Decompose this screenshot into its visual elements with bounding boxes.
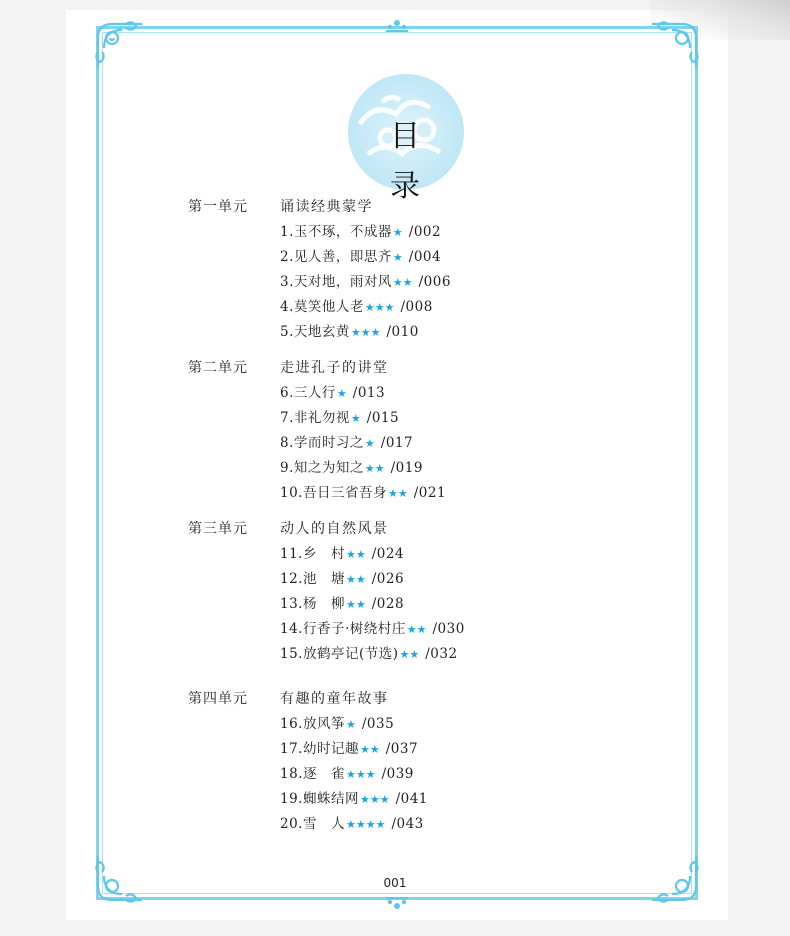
toc-entry[interactable] <box>280 542 465 567</box>
unit-label: 第二单元 <box>188 360 248 376</box>
lesson-title: 2.见人善，即思齐 <box>280 249 392 265</box>
toc-entry[interactable] <box>280 295 451 320</box>
lesson-title: 6.三人行 <box>280 385 336 401</box>
toc-entry[interactable] <box>280 481 446 506</box>
unit-name: 走进孔子的讲堂 <box>280 360 389 376</box>
lesson-title: 10.吾日三省吾身 <box>280 485 387 501</box>
toc-entry[interactable] <box>280 220 451 245</box>
corner-ornament-icon <box>648 852 702 906</box>
unit-label: 第三单元 <box>188 521 248 537</box>
unit-name: 诵读经典蒙学 <box>280 199 373 215</box>
star-icon: ★★★ <box>350 326 381 339</box>
toc-entry[interactable] <box>280 712 428 737</box>
lesson-title: 1.玉不琢，不成器 <box>280 224 392 240</box>
page-ref: /008 <box>400 299 433 315</box>
star-icon: ★ <box>345 718 356 731</box>
lesson-title: 14.行香子·树绕村庄 <box>280 621 406 637</box>
star-icon: ★★ <box>387 487 408 500</box>
lesson-title: 18.逐 雀 <box>280 766 345 782</box>
page-ref: /004 <box>408 249 442 265</box>
page-ref: /030 <box>432 621 465 637</box>
star-icon: ★★ <box>399 648 420 661</box>
toc-entry[interactable] <box>280 270 451 295</box>
toc-entry[interactable] <box>280 762 428 787</box>
page-ref: /013 <box>352 385 386 401</box>
toc-entry[interactable] <box>280 812 428 837</box>
unit-label: 第四单元 <box>188 691 248 707</box>
toc-entry[interactable] <box>280 642 465 667</box>
unit-label: 第一单元 <box>188 199 248 215</box>
star-icon: ★★ <box>345 598 366 611</box>
lesson-title: 9.知之为知之 <box>280 460 364 476</box>
toc-entry[interactable] <box>280 737 428 762</box>
page-ref: /032 <box>425 646 458 662</box>
lesson-title: 3.天对地，雨对风 <box>280 274 392 290</box>
unit-section <box>188 518 465 662</box>
unit-name: 有趣的童年故事 <box>280 691 389 707</box>
lesson-title: 16.放风筝 <box>280 716 345 732</box>
lesson-title: 11.乡 村 <box>280 546 345 562</box>
lesson-title: 19.蜘蛛结网 <box>280 791 359 807</box>
lesson-title: 15.放鹤亭记(节选) <box>280 646 399 662</box>
star-icon: ★★★ <box>359 793 390 806</box>
page-ref: /041 <box>395 791 428 807</box>
toc-entry[interactable] <box>280 381 446 406</box>
page-ref: /021 <box>413 485 447 501</box>
star-icon: ★★ <box>345 548 366 561</box>
bottom-ornament-icon <box>383 893 411 911</box>
page-ref: /039 <box>381 766 414 782</box>
star-icon: ★ <box>392 251 403 264</box>
page-ref: /019 <box>390 460 423 476</box>
star-icon: ★★ <box>359 743 380 756</box>
page-ref: /043 <box>391 816 424 832</box>
toc-entry[interactable] <box>280 456 446 481</box>
lesson-title: 8.学而时习之 <box>280 435 364 451</box>
lesson-title: 17.幼时记趣 <box>280 741 359 757</box>
star-icon: ★★★ <box>345 768 376 781</box>
toc-entry[interactable] <box>280 567 465 592</box>
star-icon: ★★ <box>364 462 385 475</box>
lesson-title: 7.非礼勿视 <box>280 410 350 426</box>
unit-section <box>188 196 451 340</box>
lesson-title: 12.池 塘 <box>280 571 345 587</box>
star-icon: ★★★★ <box>345 818 386 831</box>
toc-entry[interactable] <box>280 787 428 812</box>
lesson-title: 20.雪 人 <box>280 816 345 832</box>
star-icon: ★ <box>336 387 347 400</box>
star-icon: ★★★ <box>364 301 395 314</box>
page-ref: /026 <box>371 571 405 587</box>
page-title: 目 录 <box>390 119 448 204</box>
page-ref: /035 <box>361 716 395 732</box>
corner-ornament-icon <box>648 18 702 72</box>
toc-entry[interactable] <box>280 406 446 431</box>
page-number: 001 <box>383 876 407 890</box>
page-ref: /006 <box>418 274 451 290</box>
star-icon: ★★ <box>392 276 413 289</box>
page-ref: /017 <box>380 435 414 451</box>
page-ref: /002 <box>408 224 442 240</box>
toc-entry[interactable] <box>280 431 446 456</box>
toc-entry[interactable] <box>280 617 465 642</box>
top-ornament-icon <box>383 18 411 36</box>
star-icon: ★ <box>350 412 361 425</box>
star-icon: ★★ <box>406 623 427 636</box>
star-icon: ★★ <box>345 573 366 586</box>
lesson-title: 5.天地玄黄 <box>280 324 350 340</box>
star-icon: ★ <box>392 226 403 239</box>
page-ref: /028 <box>371 596 405 612</box>
unit-section <box>188 357 447 501</box>
page-ref: /015 <box>366 410 400 426</box>
lesson-title: 13.杨 柳 <box>280 596 345 612</box>
unit-section <box>188 688 428 832</box>
lesson-title: 4.莫笑他人老 <box>280 299 364 315</box>
page-ref: /037 <box>385 741 419 757</box>
unit-name: 动人的自然风景 <box>280 521 389 537</box>
star-icon: ★ <box>364 437 375 450</box>
corner-ornament-icon <box>92 18 146 72</box>
page-ref: /010 <box>386 324 419 340</box>
toc-entry[interactable] <box>280 245 451 270</box>
corner-ornament-icon <box>92 852 146 906</box>
page-ref: /024 <box>371 546 405 562</box>
toc-entry[interactable] <box>280 592 465 617</box>
toc-entry[interactable] <box>280 320 451 345</box>
